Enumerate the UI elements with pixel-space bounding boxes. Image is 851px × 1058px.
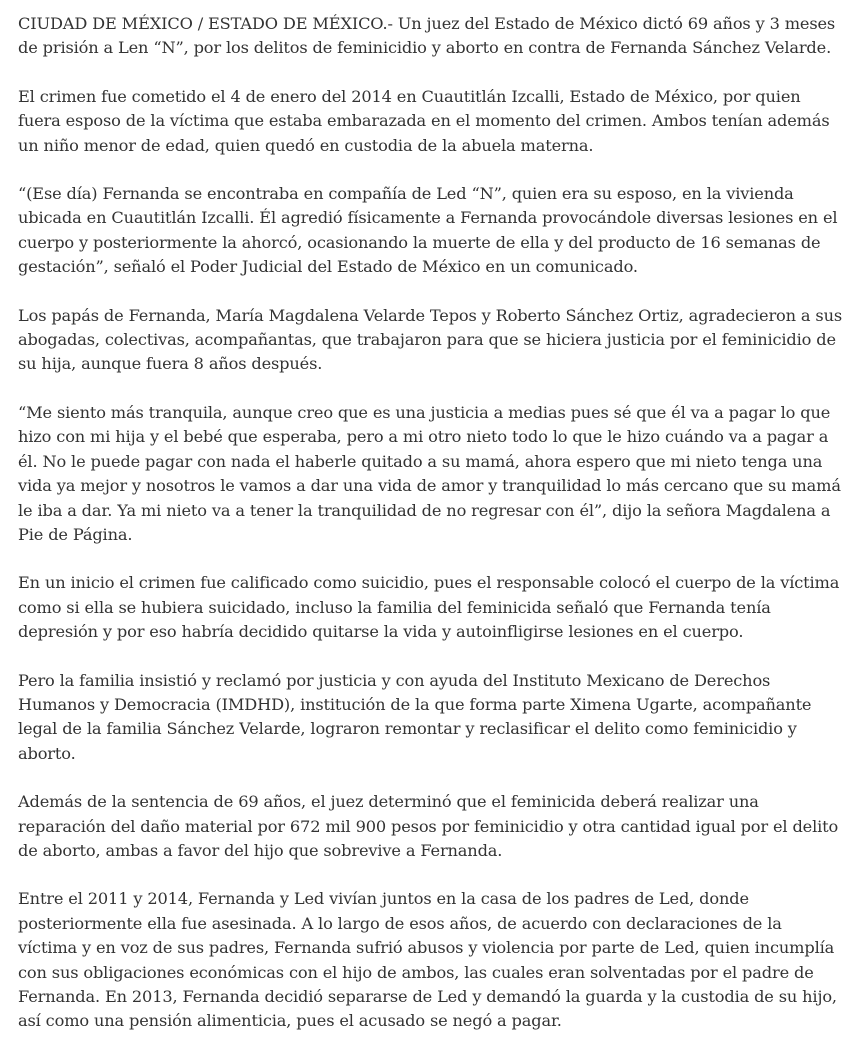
paragraph-reclassification: Pero la familia insistió y reclamó por justicia y con ayuda del Instituto Mexicano de Derechos Humanos y Democracia (IMDHD), institución de la que forma parte Ximena Ugarte, acompañante legal de la familia Sánchez Velarde, lograron remontar y reclasificar el delito como feminicidio y aborto. (18, 670, 812, 763)
article-body (18, 12, 844, 1058)
paragraph-suicide-claim: En un inicio el crimen fue calificado como suicidio, pues el responsable colocó el cuerpo de la víctima como si ella se hubiera suicidado, incluso la familia del feminicida señaló que Fernanda tenía depresión y por eso habría decidido quitarse la vida y autoinfligirse lesiones en el cuerpo. (18, 573, 840, 642)
paragraph-background: Entre el 2011 y 2014, Fernanda y Led vivían juntos en la casa de los padres de Led, donde posteriormente ella fue asesinada. A lo largo de esos años, de acuerdo con declaraciones de la víctima y en voz de sus padres, Fernanda sufrió abusos y violencia por parte de Led, quien incumplía con sus obligaciones económicas con el hijo de ambos, las cuales eran solventadas por el padre de Fernanda. En 2013, Fernanda decidió separarse de Led y demandó la guarda y la custodia de su hijo, así como una pensión alimenticia, pues el acusado se negó a pagar. (18, 889, 837, 1031)
paragraph-crime-date: El crimen fue cometido el 4 de enero del 2014 en Cuautitlán Izcalli, Estado de México, por quien fuera esposo de la víctima que estaba embarazada en el momento del crimen. Ambos tenían además un niño menor de edad, quien quedó en custodia de la abuela materna. (18, 86, 830, 155)
paragraph-reparation: Además de la sentencia de 69 años, el juez determinó que el feminicida deberá realizar una reparación del daño material por 672 mil 900 pesos por feminicidio y otra cantidad igual por el delito de aborto, ambas a favor del hijo que sobrevive a Fernanda. (18, 792, 839, 860)
paragraph-lead: CIUDAD DE MÉXICO / ESTADO DE MÉXICO.- Un juez del Estado de México dictó 69 años y 3 meses de prisión a Len “N”, por los delitos de feminicidio y aborto en contra de Fernanda Sánchez Velarde. (18, 14, 836, 58)
paragraph-judicial-statement: “(Ese día) Fernanda se encontraba en compañía de Led “N”, quien era su esposo, en la vivienda ubicada en Cuautitlán Izcalli. Él agredió físicamente a Fernanda provocándole diversas lesiones en el cuerpo y posteriormente la ahorcó, ocasionando la muerte de ella y del producto de 16 semanas de gestación”, señaló el Poder Judicial del Estado de México en un comunicado. (18, 184, 838, 277)
paragraph-parents: Los papás de Fernanda, María Magdalena Velarde Tepos y Roberto Sánchez Ortiz, agradecieron a sus abogadas, colectivas, acompañantas, que trabajaron para que se hiciera justicia por el feminicidio de su hija, aunque fuera 8 años después. (18, 305, 842, 374)
paragraph-mother-quote: “Me siento más tranquila, aunque creo que es una justicia a medias pues sé que él va a pagar lo que hizo con mi hija y el bebé que esperaba, pero a mi otro nieto todo lo que le hizo cuándo va a pagar a él. No le puede pagar con nada el haberle quitado a su mamá, ahora espero que mi nieto tenga una vida ya mejor y nosotros le vamos a dar una vida de amor y tranquilidad lo más cercano que su mamá le iba a dar. Ya mi nieto va a tener la tranquilidad de no regresar con él”, dijo la señora Magdalena a Pie de Página. (18, 402, 841, 544)
